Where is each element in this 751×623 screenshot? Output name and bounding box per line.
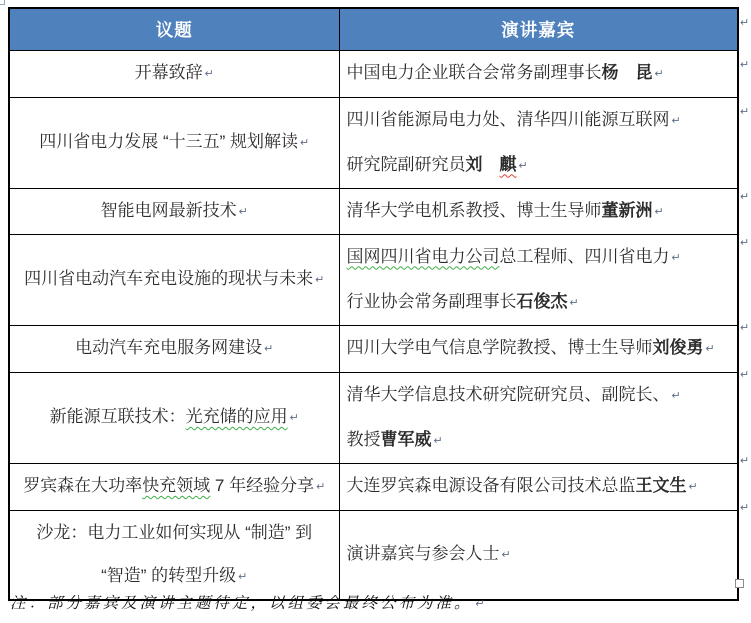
text-segment: 四川省能源局电力处、清华四川能源互联网	[346, 109, 670, 129]
speaker-cell[interactable]	[339, 372, 738, 463]
text-segment: 新能源互联技术：	[49, 407, 186, 426]
paragraph-mark-icon: ↵	[654, 68, 664, 80]
text-line	[347, 464, 737, 509]
row-end-mark-icon: ↵	[740, 455, 750, 467]
paragraph-mark-icon: ↵	[705, 343, 715, 355]
topic-cell[interactable]	[9, 463, 339, 510]
text-line	[10, 51, 339, 96]
table-body	[9, 50, 738, 600]
table-row-4	[9, 234, 738, 325]
text-line	[347, 418, 737, 463]
text-segment: 四川省电力发展 “十三五” 规划解读	[39, 132, 299, 151]
paragraph-mark-icon: ↵	[671, 251, 681, 264]
text-segment: 罗宾森在大功率	[23, 476, 143, 495]
table-row-3	[9, 188, 738, 234]
speaker-cell[interactable]	[339, 188, 738, 234]
text-segment: 研究院副研究员	[346, 154, 466, 174]
speaker-cell[interactable]	[339, 50, 738, 97]
speaker-cell[interactable]	[339, 463, 738, 510]
text-line	[347, 143, 737, 188]
text-line	[347, 373, 737, 418]
text-segment: 清华大学信息技术研究院研究员、副院长、	[346, 384, 670, 404]
text-segment: 7 年经验分享	[210, 476, 315, 495]
paragraph-mark-icon: ↵	[316, 481, 326, 493]
paragraph-mark-icon: ↵	[264, 343, 274, 355]
text-line	[347, 189, 737, 234]
paragraph-mark-icon: ↵	[238, 570, 248, 583]
row-end-mark-icon: ↵	[740, 502, 750, 514]
speaker-name: 王文生	[635, 476, 687, 495]
text-segment: 智能电网最新技术	[100, 200, 237, 220]
text-segment: 大连罗宾森电源设备有限公司技术总监	[346, 476, 636, 495]
text-line	[347, 532, 737, 577]
text-segment: 总工程师、四川省电力	[499, 246, 670, 266]
table-resize-handle[interactable]	[735, 579, 744, 588]
table-row-2	[9, 97, 738, 188]
text-segment: 四川大学电气信息学院教授、博士生导师	[346, 338, 653, 357]
text-segment: 教授	[346, 429, 381, 449]
table-row-5	[9, 325, 738, 372]
speaker-cell[interactable]	[339, 234, 738, 325]
row-end-mark-icon: ↵	[740, 369, 750, 381]
table-row-8	[9, 510, 738, 600]
text-line	[10, 511, 339, 554]
table-anchor-artifact	[0, 0, 5, 5]
text-segment: 快充领域	[142, 476, 211, 495]
footnote	[10, 591, 484, 613]
text-line	[347, 98, 737, 143]
topic-cell[interactable]	[9, 325, 339, 372]
text-line	[10, 189, 339, 234]
row-end-mark-icon: ↵	[740, 191, 750, 203]
agenda-table-wrap	[8, 7, 739, 601]
row-end-mark-icon: ↵	[740, 322, 750, 334]
text-segment: 四川省电动汽车充电设施的现状与未来	[24, 269, 314, 288]
speaker-cell[interactable]	[339, 97, 738, 188]
paragraph-mark-icon: ↵	[289, 412, 299, 424]
text-segment: 清华大学电机系教授、博士生导师	[346, 200, 602, 220]
paragraph-mark-icon: ↵	[433, 434, 443, 447]
text-line	[347, 326, 737, 371]
header-cell-speaker[interactable]: 演讲嘉宾	[339, 8, 738, 50]
text-segment: 沙龙：电力工业如何实现从 “制造” 到	[36, 522, 313, 542]
paragraph-mark-icon: ↵	[238, 205, 248, 218]
text-segment: 开幕致辞	[134, 63, 203, 82]
topic-cell[interactable]	[9, 234, 339, 325]
text-segment: 电动汽车充电服务网建设	[75, 338, 263, 357]
row-end-mark-icon: ↵	[740, 106, 750, 118]
topic-cell[interactable]	[9, 97, 339, 188]
text-segment: 光充储的应用	[185, 407, 288, 426]
paragraph-mark-icon: ↵	[474, 598, 484, 610]
speaker-name: 石俊杰	[516, 291, 568, 311]
topic-cell[interactable]	[9, 50, 339, 97]
speaker-name: 刘	[465, 154, 500, 174]
row-end-mark-icon: ↵	[740, 59, 750, 71]
text-line	[10, 464, 339, 509]
text-segment: “智造” 的转型升级	[101, 565, 237, 585]
text-line	[10, 120, 339, 165]
header-row	[9, 8, 738, 50]
speaker-name: 曹军威	[380, 429, 432, 449]
speaker-name: 杨 昆	[601, 63, 653, 82]
table-row-1	[9, 50, 738, 97]
text-line	[10, 395, 339, 440]
text-segment: 中国电力企业联合会常务副理事长	[346, 63, 602, 82]
table-row-7	[9, 463, 738, 510]
speaker-cell[interactable]	[339, 510, 738, 600]
text-segment: 行业协会常务副理事长	[346, 291, 517, 311]
paragraph-mark-icon: ↵	[688, 481, 698, 493]
table-row-6	[9, 372, 738, 463]
topic-cell[interactable]	[9, 510, 339, 600]
text-line	[347, 280, 737, 325]
speaker-name: 麒	[499, 154, 517, 174]
text-line	[10, 257, 339, 302]
footnote-text: 注：部分嘉宾及演讲主题待定，以组委会最终公布为准。	[10, 595, 473, 612]
paragraph-mark-icon: ↵	[204, 68, 214, 80]
text-line	[347, 51, 737, 96]
speaker-cell[interactable]	[339, 325, 738, 372]
text-segment: 国网四川省电力公司	[346, 246, 500, 266]
paragraph-mark-icon: ↵	[654, 205, 664, 218]
text-segment: 演讲嘉宾与参会人士	[346, 544, 500, 563]
paragraph-mark-icon: ↵	[518, 159, 528, 172]
paragraph-mark-icon: ↵	[671, 114, 681, 127]
speaker-name: 刘俊勇	[652, 338, 704, 357]
topic-cell[interactable]	[9, 372, 339, 463]
paragraph-mark-icon: ↵	[300, 137, 310, 149]
header-cell-topic[interactable]: 议题	[9, 8, 339, 50]
text-line	[347, 235, 737, 280]
row-end-mark-icon: ↵	[740, 17, 750, 29]
row-end-mark-icon: ↵	[740, 237, 750, 249]
speaker-name: 董新洲	[601, 200, 653, 220]
paragraph-mark-icon: ↵	[315, 274, 325, 286]
paragraph-mark-icon: ↵	[569, 296, 579, 309]
topic-cell[interactable]	[9, 188, 339, 234]
text-line	[10, 326, 339, 371]
agenda-table	[8, 7, 739, 601]
paragraph-mark-icon: ↵	[671, 389, 681, 402]
paragraph-mark-icon: ↵	[501, 549, 511, 561]
